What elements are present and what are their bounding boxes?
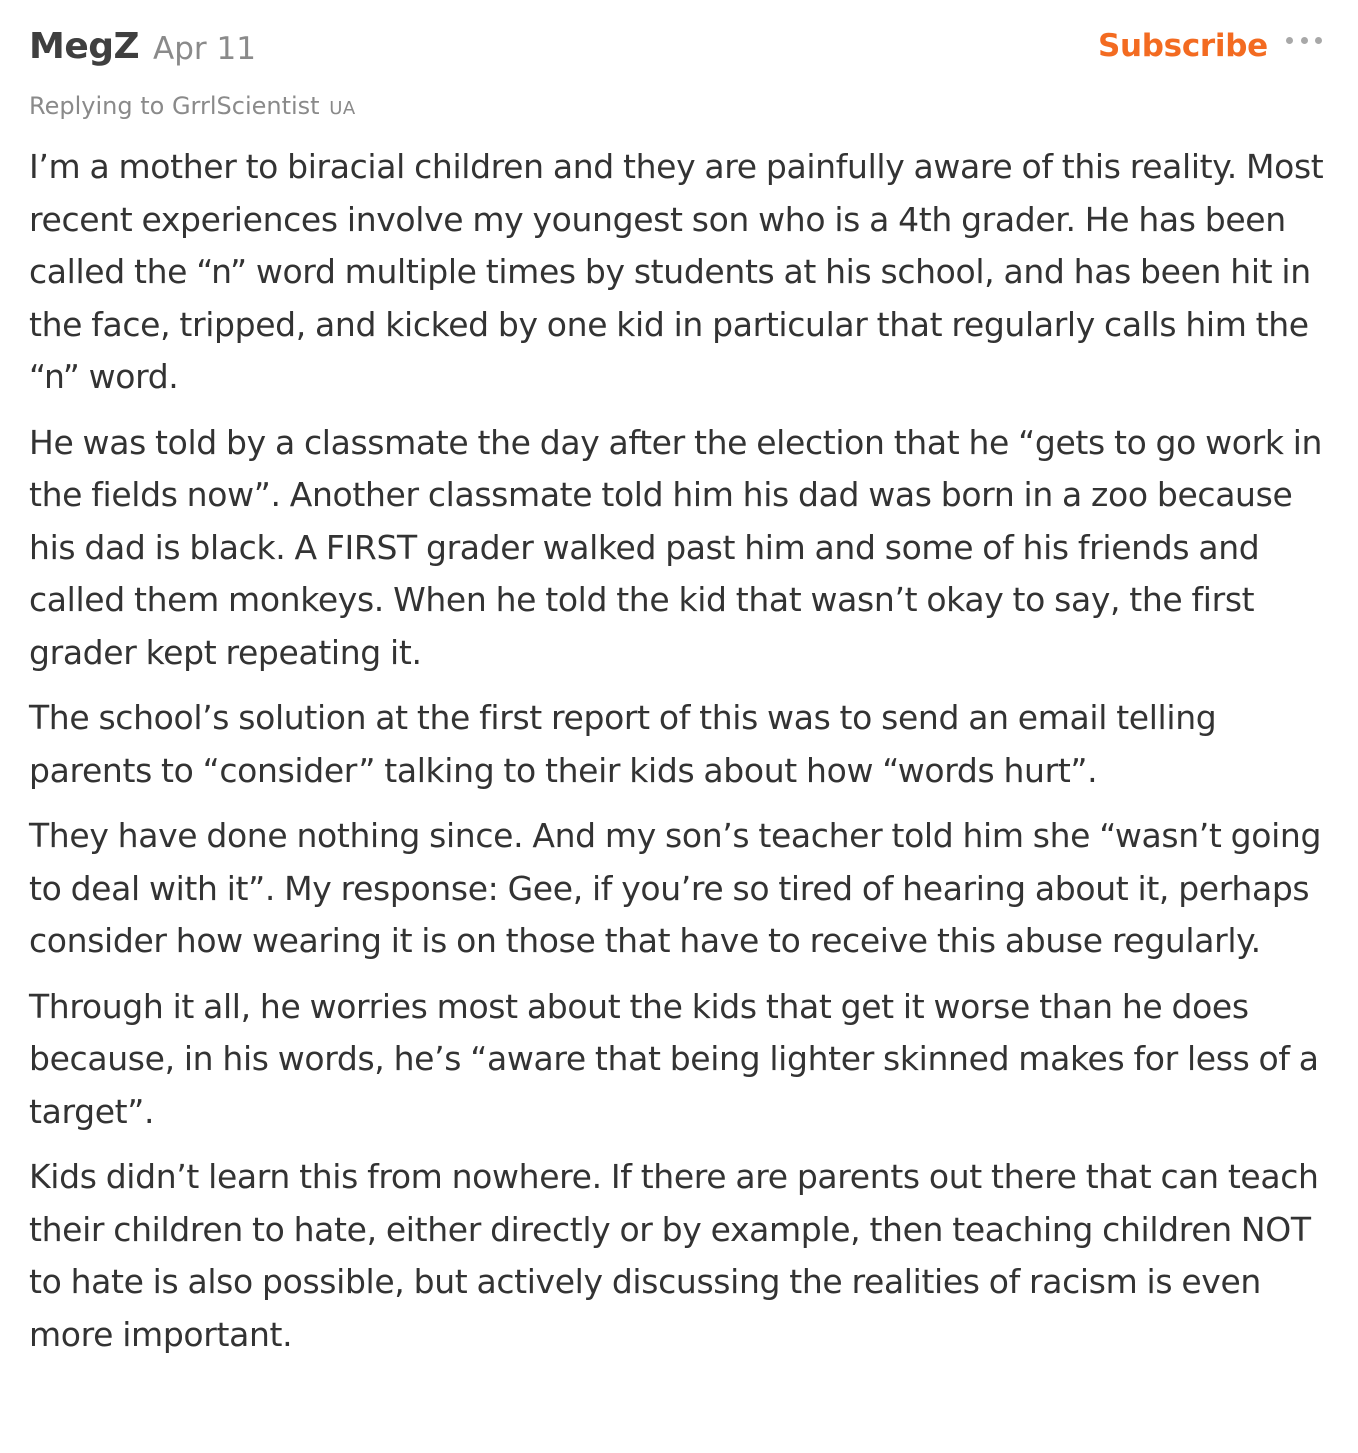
ellipsis-icon xyxy=(1286,37,1293,44)
more-options-button[interactable] xyxy=(1286,33,1322,47)
comment-header xyxy=(29,0,1329,92)
user-badge: UA xyxy=(329,98,356,119)
comment-body xyxy=(29,141,1329,1361)
replying-to-user[interactable]: GrrlScientist xyxy=(171,92,320,120)
comment xyxy=(29,0,1329,1354)
comment-paragraph: He was told by a classmate the day after the election that he “gets to go work in the fields now”. Another classmate told him his dad was born in a zoo because his dad is black. A FIRST grader walked past him and some of his friends and called them monkeys. When he told the kid that wasn’t okay to say, the first grader kept repeating it. xyxy=(29,422,1323,672)
author-name[interactable]: MegZ xyxy=(29,26,140,67)
comment-date[interactable]: Apr 11 xyxy=(153,31,256,67)
replying-prefix: Replying to xyxy=(29,92,172,120)
comment-paragraph: Kids didn’t learn this from nowhere. If there are parents out there that can teach their children to hate, either directly or by example, then teaching children NOT to hate is also possible, but actively discussing the realities of racism is even more important. xyxy=(29,1157,1319,1354)
comment-paragraph: The school’s solution at the first report of this was to send an email telling parents to “consider” talking to their kids about how “words hurt”. xyxy=(29,698,1217,790)
comment-paragraph: Through it all, he worries most about the kids that get it worse than he does because, in his words, he’s “aware that being lighter skinned makes for less of a target”. xyxy=(29,986,1319,1131)
subscribe-button[interactable]: Subscribe xyxy=(1098,28,1268,64)
replying-to xyxy=(29,92,356,120)
comment-paragraph: They have done nothing since. And my son’s teacher told him she “wasn’t going to deal with it”. My response: Gee, if you’re so tired of hearing about it, perhaps consider how wearing it is on those that have to receive this abuse regularly. xyxy=(29,816,1322,960)
comment-paragraph: I’m a mother to biracial children and they are painfully aware of this reality. Most recent experiences involve my youngest son who is a 4th grader. He has been called the “n” word multiple times by students at his school, and has been hit in the face, tripped, and kicked by one kid in particular that regularly calls him the “n” word. xyxy=(29,147,1324,396)
